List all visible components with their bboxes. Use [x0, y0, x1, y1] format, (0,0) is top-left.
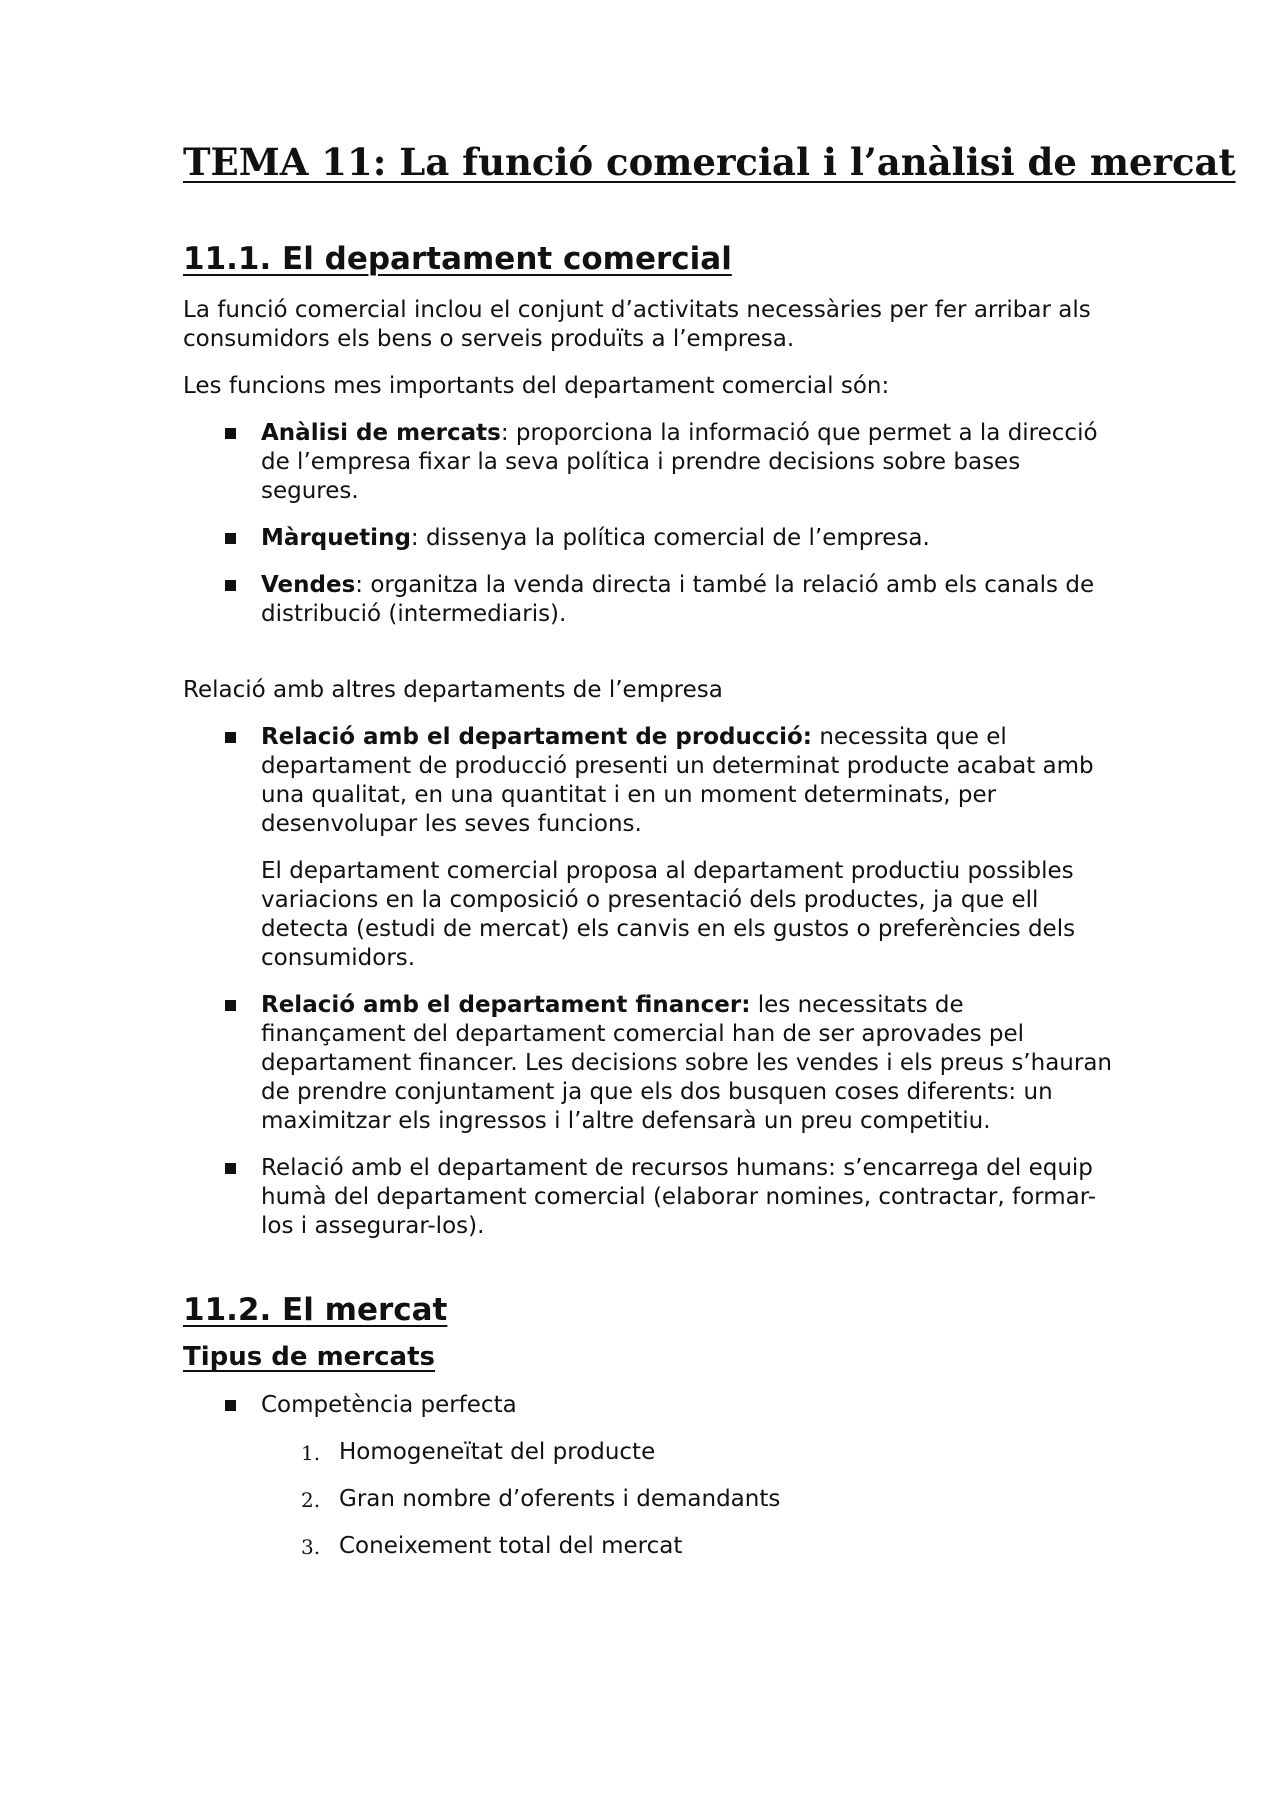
- functions-lead: Les funcions mes importants del departament comercial són:: [183, 373, 890, 399]
- item-text: Competència perfecta: [261, 1392, 517, 1418]
- section-heading-11-2: 11.2. El mercat: [183, 1292, 448, 1328]
- list-item: [183, 1532, 1113, 1561]
- relations-lead: Relació amb altres departaments de l’empresa: [183, 677, 723, 703]
- item-term: Vendes: [261, 572, 356, 598]
- subheading-market-types: Tipus de mercats: [183, 1342, 436, 1372]
- list-item: [183, 1154, 1113, 1241]
- item-text: : dissenya la política comercial de l’empresa.: [410, 525, 930, 551]
- item-text: les necessitats de finançament del departament comercial han de ser aprovades pel departament financer. Les decisions sobre les vendes i els preus s’hauran de prendre conjuntament ja que els dos busquen coses diferents: un maximitzar els ingressos i l’altre defensarà un preu competitiu.: [261, 992, 1112, 1134]
- item-term: Relació amb el departament financer:: [261, 992, 751, 1018]
- square-bullet-icon: [225, 1163, 236, 1174]
- square-bullet-icon: [225, 580, 236, 591]
- intro-paragraph: La funció comercial inclou el conjunt d’activitats necessàries per fer arribar als consumidors els bens o serveis produïts a l’empresa.: [183, 297, 1091, 352]
- list-item: [183, 1485, 1113, 1514]
- section-heading-11-1: 11.1. El departament comercial: [183, 241, 732, 277]
- square-bullet-icon: [225, 1000, 236, 1011]
- list-number: 1.: [301, 1441, 321, 1465]
- item-term: Anàlisi de mercats: [261, 420, 501, 446]
- item-term: Relació amb el departament de producció:: [261, 724, 813, 750]
- item-text: Relació amb el departament de recursos humans: s’encarrega del equip humà del departament comercial (elaborar nomines, contractar, formar-los i assegurar-los).: [261, 1155, 1097, 1239]
- list-number: 2.: [301, 1488, 321, 1512]
- list-number: 3.: [301, 1535, 321, 1559]
- item-text: Gran nombre d’oferents i demandants: [339, 1486, 781, 1512]
- square-bullet-icon: [225, 533, 236, 544]
- list-item: [183, 1391, 1113, 1420]
- list-item: [183, 524, 1113, 553]
- square-bullet-icon: [225, 1400, 236, 1411]
- item-text: : proporciona la informació que permet a la direcció de l’empresa fixar la seva política i prendre decisions sobre bases segures.: [261, 420, 1098, 504]
- item-text: Coneixement total del mercat: [339, 1533, 683, 1559]
- item-text: necessita que el departament de producció presenti un determinat producte acabat amb una qualitat, en una quantitat i en un moment determinats, per desenvolupar les seves funcions.: [261, 724, 1094, 837]
- list-item: [183, 1438, 1113, 1467]
- characteristics-list: [183, 1438, 1113, 1561]
- list-item: [183, 571, 1113, 629]
- item-extra-paragraph: El departament comercial proposa al departament productiu possibles variacions en la composició o presentació dels productes, ja que ell detecta (estudi de mercat) els canvis en els gustos o preferències dels consumidors.: [261, 858, 1076, 971]
- square-bullet-icon: [225, 732, 236, 743]
- page-title: TEMA 11: La funció comercial i l’anàlisi de mercat: [183, 140, 1236, 184]
- relations-list: [183, 723, 1113, 1241]
- document-body: [183, 140, 1236, 1579]
- list-item: [183, 723, 1113, 973]
- functions-list: [183, 419, 1113, 629]
- item-term: Màrqueting: [261, 525, 411, 551]
- market-types-list: [183, 1391, 1113, 1420]
- item-text: : organitza la venda directa i també la relació amb els canals de distribució (intermediaris).: [261, 572, 1095, 627]
- list-item: [183, 419, 1113, 506]
- list-item: [183, 991, 1113, 1136]
- square-bullet-icon: [225, 428, 236, 439]
- item-text: Homogeneïtat del producte: [339, 1439, 656, 1465]
